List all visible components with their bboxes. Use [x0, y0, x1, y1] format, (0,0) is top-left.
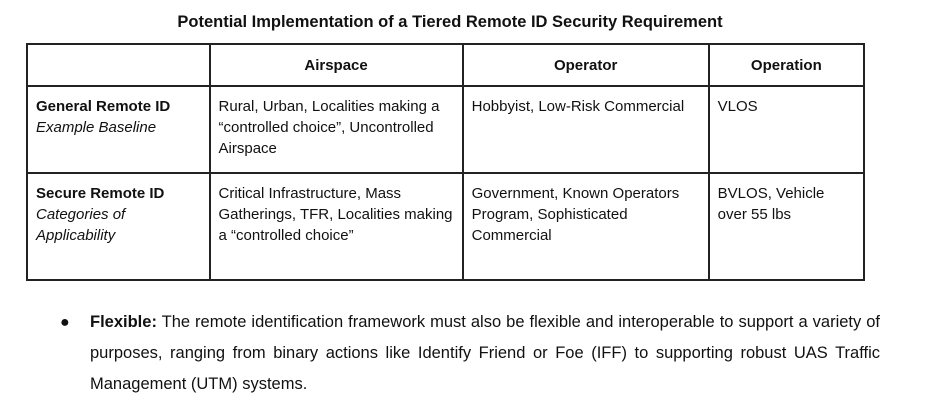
header-cell-operation: Operation — [709, 44, 864, 86]
header-cell-empty — [27, 44, 210, 86]
row-subtitle: Example Baseline — [36, 119, 157, 136]
airspace-cell: Rural, Urban, Localities making a “controlled choice”, Uncontrolled Airspace — [210, 86, 463, 173]
operation-cell: BVLOS, Vehicle over 55 lbs — [709, 173, 864, 280]
operator-cell: Government, Known Operators Program, Sophisticated Commercial — [463, 173, 709, 280]
row-header-cell — [27, 86, 210, 173]
header-cell-airspace: Airspace — [210, 44, 463, 86]
operator-cell: Hobbyist, Low-Risk Commercial — [463, 86, 709, 173]
table-header-row — [27, 44, 864, 86]
operation-cell: VLOS — [709, 86, 864, 173]
row-subtitle: Categories of Applicability — [36, 206, 126, 244]
table-title: Potential Implementation of a Tiered Remote ID Security Requirement — [177, 13, 723, 31]
bullet-icon: ● — [60, 314, 70, 331]
table-row — [27, 86, 864, 173]
header-cell-operator: Operator — [463, 44, 709, 86]
tiered-remote-id-table — [26, 43, 865, 281]
bullet-paragraph — [90, 307, 880, 400]
row-name: Secure Remote ID — [36, 185, 165, 202]
airspace-cell: Critical Infrastructure, Mass Gatherings, TFR, Localities making a “controlled choice” — [210, 173, 463, 280]
bullet-item-flexible — [60, 307, 880, 400]
bullet-label: Flexible: — [90, 313, 157, 331]
row-header-cell — [27, 173, 210, 280]
bullet-body-text: The remote identification framework must also be flexible and interoperable to support a variety of purposes, ranging from binary actions like Identify Friend or Foe (IFF) to supporting robust UAS Traffic Management (UTM) systems. — [90, 313, 880, 393]
row-name: General Remote ID — [36, 98, 171, 115]
table-row — [27, 173, 864, 280]
